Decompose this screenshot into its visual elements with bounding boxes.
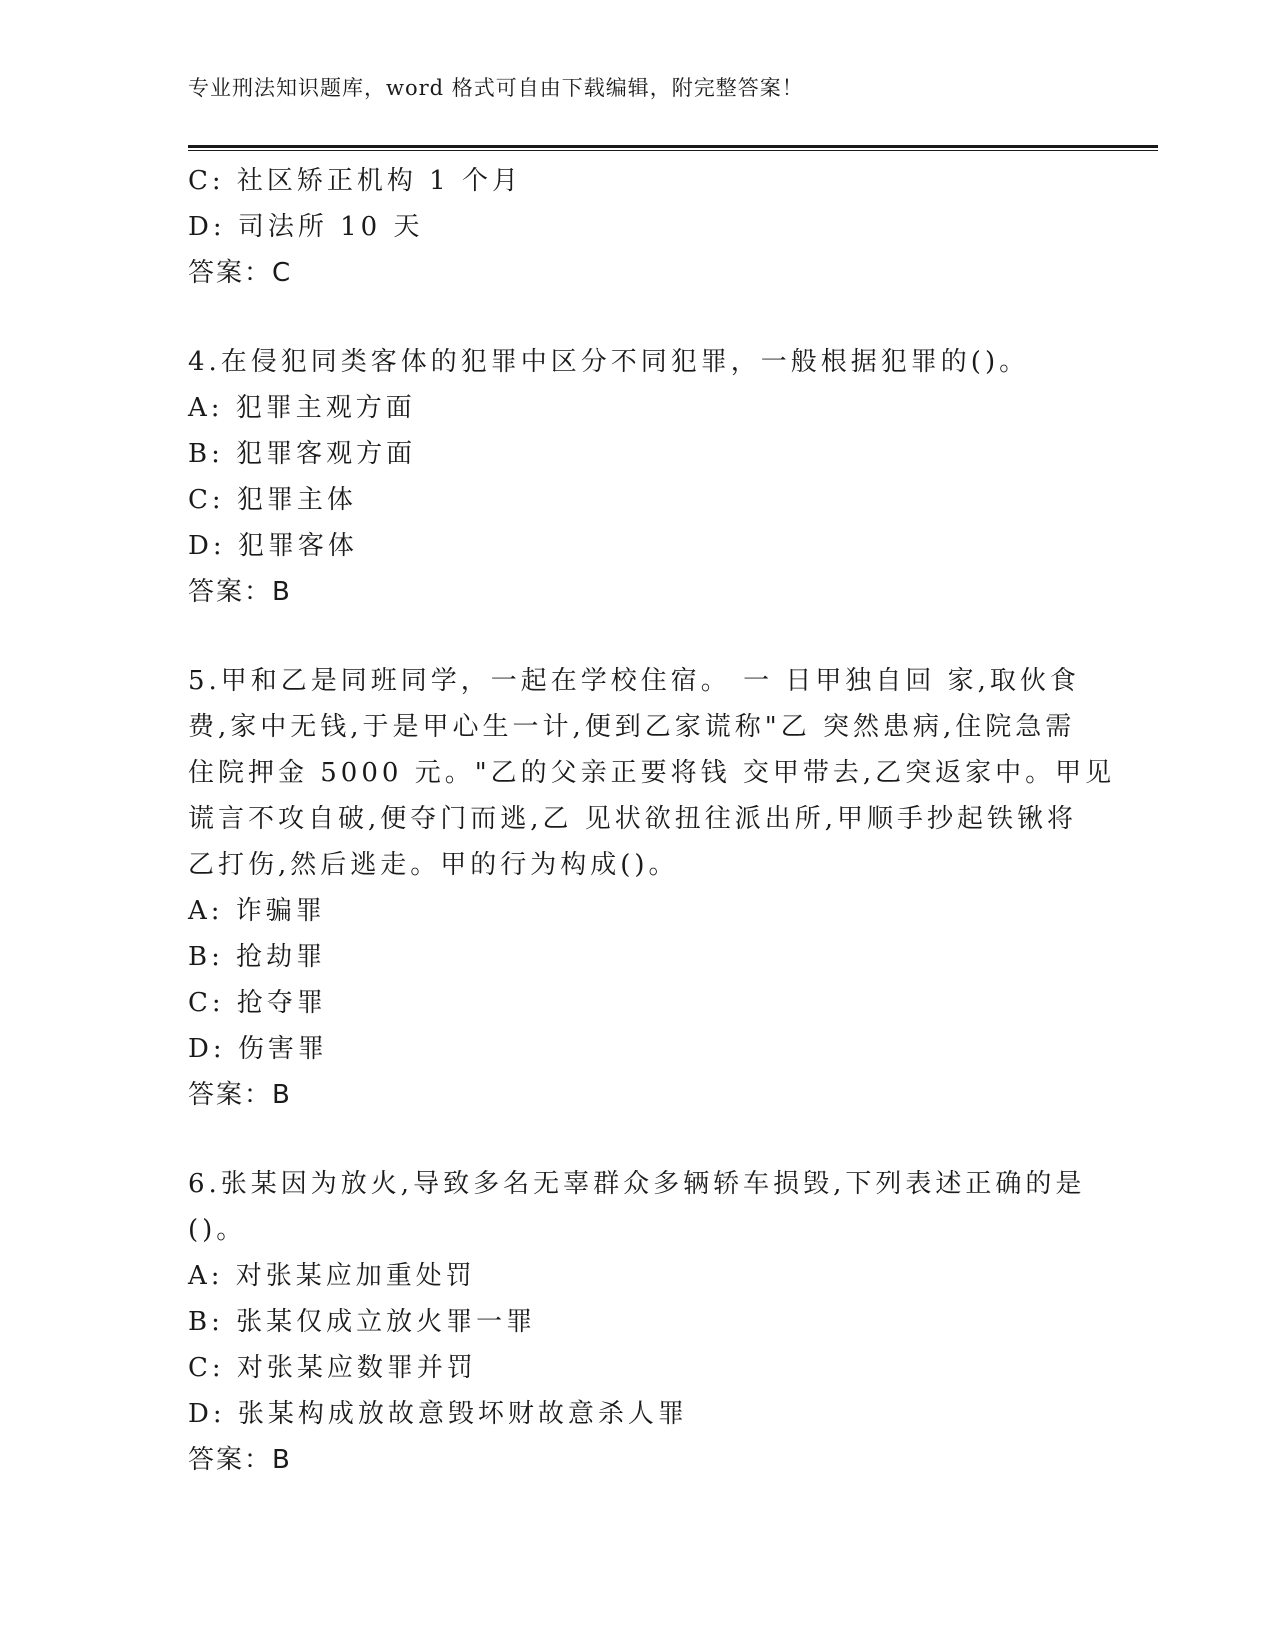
question-line: 6.张某因为放火,导致多名无辜群众多辆轿车损毁,下列表述正确的是 bbox=[188, 1169, 1086, 1199]
question-4 bbox=[188, 339, 1088, 615]
question-line: ()。 bbox=[188, 1215, 247, 1245]
option-b: B: 抢劫罪 bbox=[188, 942, 327, 972]
question-line: 费,家中无钱,于是甲心生一计,便到乙家谎称"乙 突然患病,住院急需 bbox=[188, 712, 1076, 742]
option-d: D: 张某构成放故意毁坏财故意杀人罪 bbox=[188, 1399, 688, 1429]
option-c: C: 社区矫正机构 1 个月 bbox=[188, 166, 522, 196]
option-b: B: 张某仅成立放火罪一罪 bbox=[188, 1307, 537, 1337]
option-c: C: 犯罪主体 bbox=[188, 485, 357, 515]
document-body bbox=[188, 158, 1116, 1483]
header-divider-thick bbox=[188, 145, 1158, 148]
question-line: 4.在侵犯同类客体的犯罪中区分不同犯罪，一般根据犯罪的()。 bbox=[188, 347, 1030, 377]
answer: 答案：B bbox=[188, 1445, 292, 1475]
option-a: A: 对张某应加重处罚 bbox=[188, 1261, 476, 1291]
option-a: A: 诈骗罪 bbox=[188, 896, 326, 926]
question-6 bbox=[188, 1161, 1088, 1483]
answer: 答案：C bbox=[188, 258, 293, 288]
answer: 答案：B bbox=[188, 1080, 292, 1110]
option-d: D: 犯罪客体 bbox=[188, 531, 358, 561]
option-c: C: 抢夺罪 bbox=[188, 988, 327, 1018]
answer: 答案：B bbox=[188, 577, 292, 607]
question-3-tail bbox=[188, 158, 1088, 296]
question-line: 乙打伤,然后逃走。甲的行为构成()。 bbox=[188, 850, 679, 880]
header-divider-thin bbox=[188, 150, 1158, 151]
question-text bbox=[188, 1161, 1088, 1253]
question-line: 5.甲和乙是同班同学，一起在学校住宿。 一 日甲独自回 家,取伙食 bbox=[188, 666, 1080, 696]
option-d: D: 司法所 10 天 bbox=[188, 212, 424, 242]
option-b: B: 犯罪客观方面 bbox=[188, 439, 417, 469]
page-header: 专业刑法知识题库，word 格式可自由下载编辑，附完整答案！ bbox=[188, 76, 804, 100]
header-divider bbox=[188, 145, 1158, 152]
question-line: 谎言不攻自破,便夺门而逃,乙 见状欲扭往派出所,甲顺手抄起铁锹将 bbox=[188, 804, 1078, 834]
option-c: C: 对张某应数罪并罚 bbox=[188, 1353, 477, 1383]
option-d: D: 伤害罪 bbox=[188, 1034, 328, 1064]
question-text bbox=[188, 339, 1088, 385]
question-line: 住院押金 5000 元。"乙的父亲正要将钱 交甲带去,乙突返家中。甲见 bbox=[188, 758, 1116, 788]
question-text bbox=[188, 658, 1116, 888]
option-a: A: 犯罪主观方面 bbox=[188, 393, 416, 423]
question-5 bbox=[188, 658, 1116, 1118]
